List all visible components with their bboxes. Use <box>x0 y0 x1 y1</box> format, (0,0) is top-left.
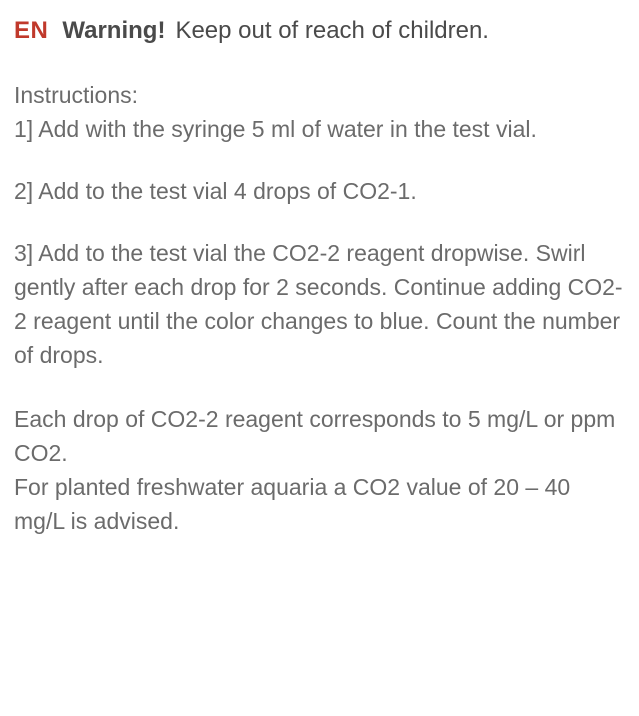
language-tag: EN <box>14 17 49 44</box>
note-dosage: Each drop of CO2-2 reagent corresponds to 5 mg/L or ppm CO2. <box>14 406 616 466</box>
instructions-heading: Instructions: <box>14 82 138 108</box>
instruction-step-1: 1] Add with the syringe 5 ml of water in the test vial. <box>14 116 537 142</box>
spacer <box>14 372 625 402</box>
spacer <box>14 56 625 78</box>
warning-label: Warning! <box>62 17 166 44</box>
instruction-step-2: 2] Add to the test vial 4 drops of CO2-1. <box>14 178 417 204</box>
spacer <box>14 146 625 174</box>
warning-message: Keep out of reach of children. <box>175 17 489 44</box>
warning-banner <box>14 14 625 48</box>
note-recommended-range: For planted freshwater aquaria a CO2 value of 20 – 40 mg/L is advised. <box>14 474 571 534</box>
spacer <box>14 208 625 236</box>
instruction-step-3: 3] Add to the test vial the CO2-2 reagent dropwise. Swirl gently after each drop for 2 seconds. Continue adding CO2-2 reagent until the color changes to blue. Count the number of drops. <box>14 240 623 368</box>
